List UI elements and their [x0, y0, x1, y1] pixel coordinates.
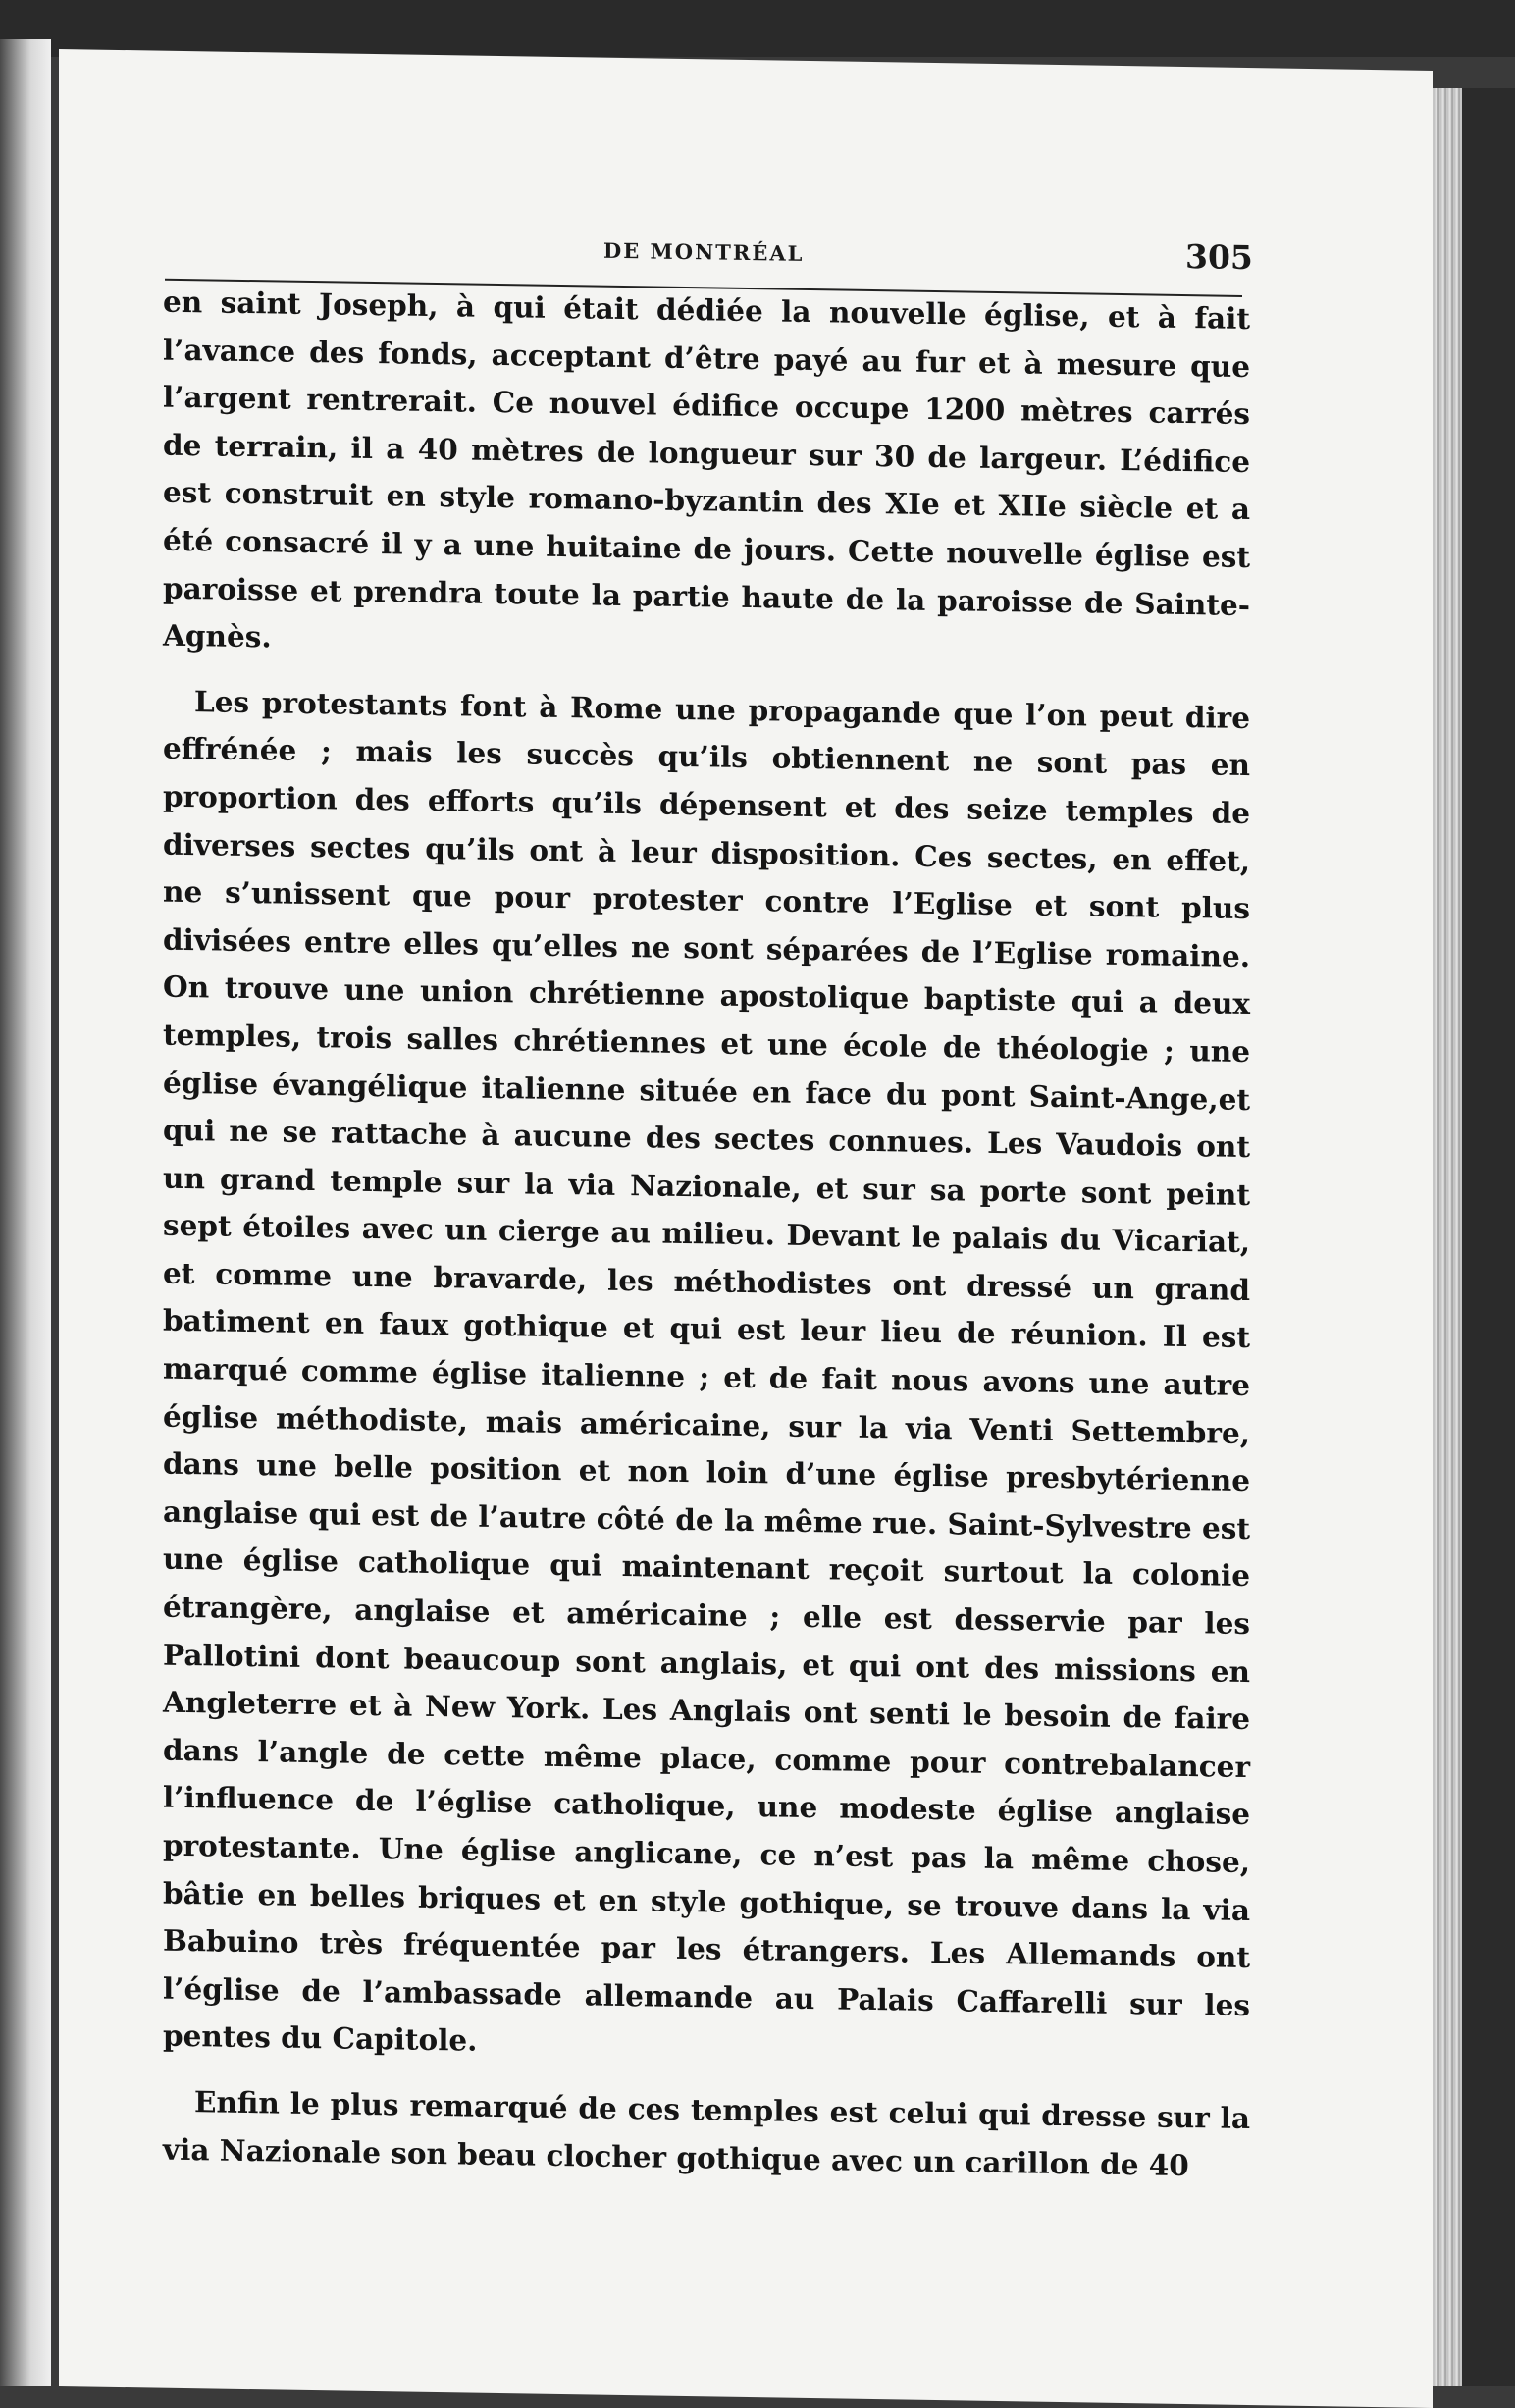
- page-number: 305: [1185, 237, 1253, 278]
- paragraph-3: Enfin le plus remarqué de ces temples est celui qui dresse sur la via Nazionale son beau clocher gothique avec un carillon de 40: [163, 2084, 1250, 2182]
- scan-top-shadow: [0, 0, 1515, 57]
- book-spine-left: [0, 39, 51, 2386]
- running-title: DE MONTRÉAL: [603, 237, 805, 266]
- paragraph-1: en saint Joseph, à qui était dédiée la nouvelle église, et à fait l’avance des fonds, acceptant d’être payé au fur et à mesure que l’argent rentrerait. Ce nouvel édifice occupe 1200 mètres carrés de terrain, il a 40 mètres de longueur sur 30 de largeur. L’édifice est construit en style romano-byzantin des XIe et XIIe siècle et a été consacré il y a une huitaine de jours. Cette nouvelle église est paroisse et prendra toute la partie haute de la paroisse de Sainte-Agnès.: [163, 284, 1250, 654]
- running-head: [59, 181, 1433, 278]
- book-page: [59, 49, 1433, 2408]
- paragraph-2: Les protestants font à Rome une propagande que l’on peut dire effrénée ; mais les succès qu’ils obtiennent ne sont pas en proportion des efforts qu’ils dépensent et des seize temples de diverses sectes qu’ils ont à leur disposition. Ces sectes, en effet, ne s’unissent que pour protester contre l’Eglise et sont plus divisées entre elles qu’elles ne sont séparées de l’Eglise romaine. On trouve une union chrétienne apostolique baptiste qui a deux temples, trois salles chrétiennes et une école de théologie ; une église évangélique italienne située en face du pont Saint-Ange,et qui ne se rattache à aucune des sectes connues. Les Vaudois ont un grand temple sur la via Nazionale, et sur sa porte sont peint sept étoiles avec un cierge au milieu. Devant le palais du Vicariat, et comme une bravarde, les méthodistes ont dressé un grand batiment en faux gothique et qui est leur lieu de réunion. Il est marqué comme église italienne ; et de fait nous avons une autre église méthodiste, mais américaine, sur la via Venti Settembre, dans une belle position et non loin d’une église presbytérienne anglaise qui est de l’autre côté de la même rue. Saint-Sylvestre est une église catholique qui maintenant reçoit surtout la colonie étrangère, anglaise et américaine ; elle est desservie par les Pallotini dont beaucoup sont anglais, et qui ont des missions en Angleterre et à New York. Les Anglais ont senti le besoin de faire dans l’angle de cette même place, comme pour contrebalancer l’influence de l’église catholique, une modeste église anglaise protestante. Une église anglicane, ce n’est pas la même chose, bâtie en belles briques et en style gothique, se trouve dans la via Babuino très fréquentée par les étrangers. Les Allemands ont l’église de l’ambassade allemande au Palais Caffarelli sur les pentes du Capitole.: [163, 683, 1250, 2059]
- body-text: [163, 279, 1250, 2191]
- book-cover-edge: [1462, 88, 1515, 2386]
